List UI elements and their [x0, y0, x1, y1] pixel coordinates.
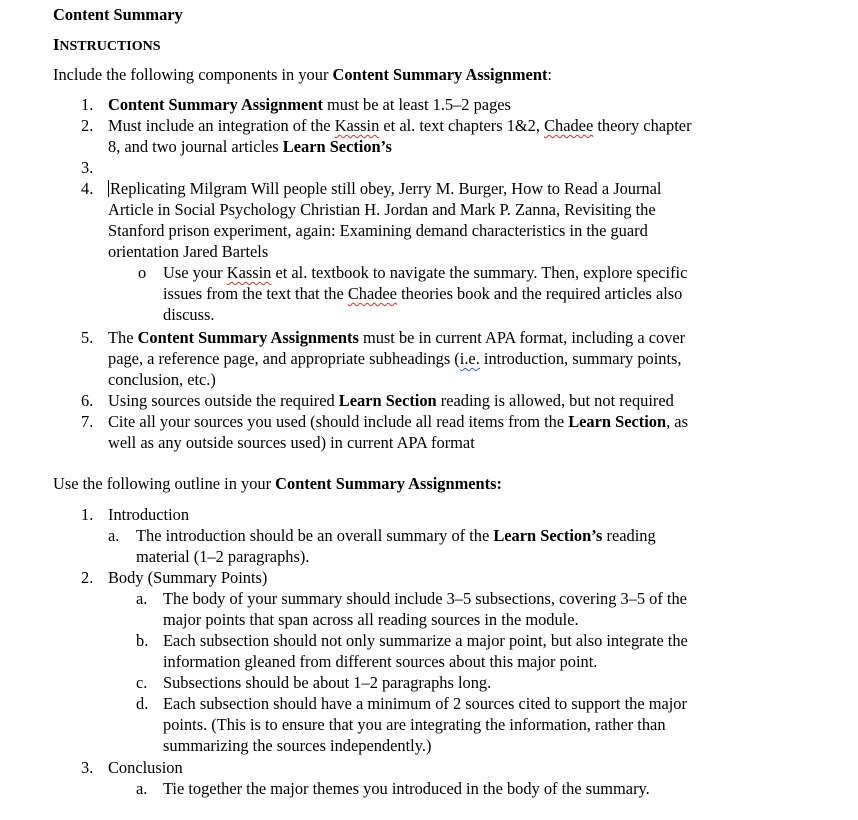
- list-letter: a.: [108, 526, 120, 545]
- outline-item-label: Introduction: [108, 505, 190, 524]
- item-5-text-b: must be in current APA format, including a cover: [358, 328, 686, 347]
- instructions-heading: [53, 34, 161, 57]
- spellcheck-word: Kassin: [226, 263, 272, 282]
- text-cursor: [108, 180, 109, 197]
- item-2-line-2: 8, and two journal articles: [108, 137, 283, 156]
- item-5-text-a: The: [108, 328, 138, 347]
- item-6-text-a: Using sources outside the required: [108, 391, 339, 410]
- intro-sub-bold: Learn Section’s: [493, 526, 603, 545]
- item-4-line-2: Article in Social Psychology Christian H. Jordan and Mark P. Zanna, Revisiting the: [108, 200, 656, 219]
- sub-bullet-line-3: discuss.: [163, 305, 215, 324]
- intro-post: :: [547, 65, 552, 84]
- intro-sub-text-a: The introduction should be an overall summary of the: [136, 526, 494, 545]
- item-1-bold: Content Summary Assignment: [108, 95, 323, 114]
- sub-bullet-line-2b: theories book and the required articles also: [396, 284, 683, 303]
- item-5-line-2b: introduction, summary points,: [479, 349, 682, 368]
- item-2-text-c: theory chapter: [593, 116, 692, 135]
- item-4-line-4: orientation Jared Bartels: [108, 242, 269, 261]
- body-a-line-1: The body of your summary should include 3–5 subsections, covering 3–5 of the: [163, 589, 687, 608]
- list-number: 7.: [81, 412, 94, 431]
- intro-sub-line-2: material (1–2 paragraphs).: [136, 547, 310, 566]
- document-title: Content Summary: [53, 5, 183, 24]
- body-d-line-1: Each subsection should have a minimum of 2 sources cited to support the major: [163, 694, 687, 713]
- spellcheck-word: Chadee: [544, 116, 594, 135]
- list-number: 4.: [81, 179, 94, 198]
- body-a-line-2: major points that span across all reading sources in the module.: [163, 610, 579, 629]
- body-d-line-3: summarizing the sources independently.): [163, 736, 432, 755]
- item-1-text: must be at least 1.5–2 pages: [322, 95, 511, 114]
- body-b-line-1: Each subsection should not only summarize a major point, but also integrate the: [163, 631, 688, 650]
- list-number: 2.: [81, 568, 94, 587]
- item-6-text-b: reading is allowed, but not required: [436, 391, 674, 410]
- list-number: 1.: [81, 95, 94, 114]
- intro-pre: Include the following components in your: [53, 65, 333, 84]
- body-d-line-2: points. (This is to ensure that you are integrating the information, rather than: [163, 715, 666, 734]
- outline-intro-pre: Use the following outline in your: [53, 474, 276, 493]
- item-4-line-1: Replicating Milgram Will people still obey, Jerry M. Burger, How to Read a Journal: [110, 179, 662, 198]
- item-2-text-a: Must include an integration of the: [108, 116, 335, 135]
- list-number: 3.: [81, 758, 94, 777]
- outline-intro-bold: Content Summary Assignments:: [275, 474, 502, 493]
- intro-paragraph: [53, 64, 552, 85]
- list-number: 6.: [81, 391, 94, 410]
- conclusion-a-text: Tie together the major themes you introduced in the body of the summary.: [163, 779, 650, 798]
- bullet-icon: o: [138, 263, 147, 282]
- list-number: 2.: [81, 116, 94, 135]
- list-letter: a.: [136, 589, 148, 608]
- item-5-line-2a: page, a reference page, and appropriate subheadings (: [108, 349, 460, 368]
- grammar-check-word: i.e.: [459, 349, 480, 368]
- sub-bullet-line-2a: issues from the text that the: [163, 284, 348, 303]
- list-letter: c.: [136, 673, 148, 692]
- item-7-text-b: , as: [666, 412, 688, 431]
- item-5-bold: Content Summary Assignments: [137, 328, 359, 347]
- outline-item-label: Conclusion: [108, 758, 183, 777]
- sub-bullet-text-a: Use your: [163, 263, 227, 282]
- list-number: 5.: [81, 328, 94, 347]
- instructions-rest: NSTRUCTIONS: [59, 39, 161, 54]
- item-7-line-2: well as any outside sources used) in current APA format: [108, 433, 475, 452]
- intro-sub-text-b: reading: [602, 526, 656, 545]
- body-b-line-2: information gleaned from different sources about this major point.: [163, 652, 598, 671]
- outline-intro: [53, 473, 502, 494]
- spellcheck-word: Kassin: [334, 116, 380, 135]
- item-2-bold: Learn Section’s: [282, 137, 392, 156]
- list-letter: b.: [136, 631, 149, 650]
- sub-bullet-text-b: et al. textbook to navigate the summary. Then, explore specific: [271, 263, 688, 282]
- item-7-text-a: Cite all your sources you used (should include all read items from the: [108, 412, 569, 431]
- item-7-bold: Learn Section: [568, 412, 667, 431]
- item-2-text-b: et al. text chapters 1&2,: [379, 116, 545, 135]
- item-6-bold: Learn Section: [338, 391, 437, 410]
- spellcheck-word: Chadee: [347, 284, 397, 303]
- outline-item-label: Body (Summary Points): [108, 568, 268, 587]
- list-number: 1.: [81, 505, 94, 524]
- list-letter: a.: [136, 779, 148, 798]
- intro-bold: Content Summary Assignment: [332, 65, 548, 84]
- body-c-line-1: Subsections should be about 1–2 paragraphs long.: [163, 673, 492, 692]
- item-5-line-3: conclusion, etc.): [108, 370, 216, 389]
- list-letter: d.: [136, 694, 149, 713]
- instructions-first-letter: I: [53, 35, 60, 54]
- list-number: 3.: [81, 158, 94, 177]
- item-4-line-3: Stanford prison experiment, again: Examining demand characteristics in the guard: [108, 221, 648, 240]
